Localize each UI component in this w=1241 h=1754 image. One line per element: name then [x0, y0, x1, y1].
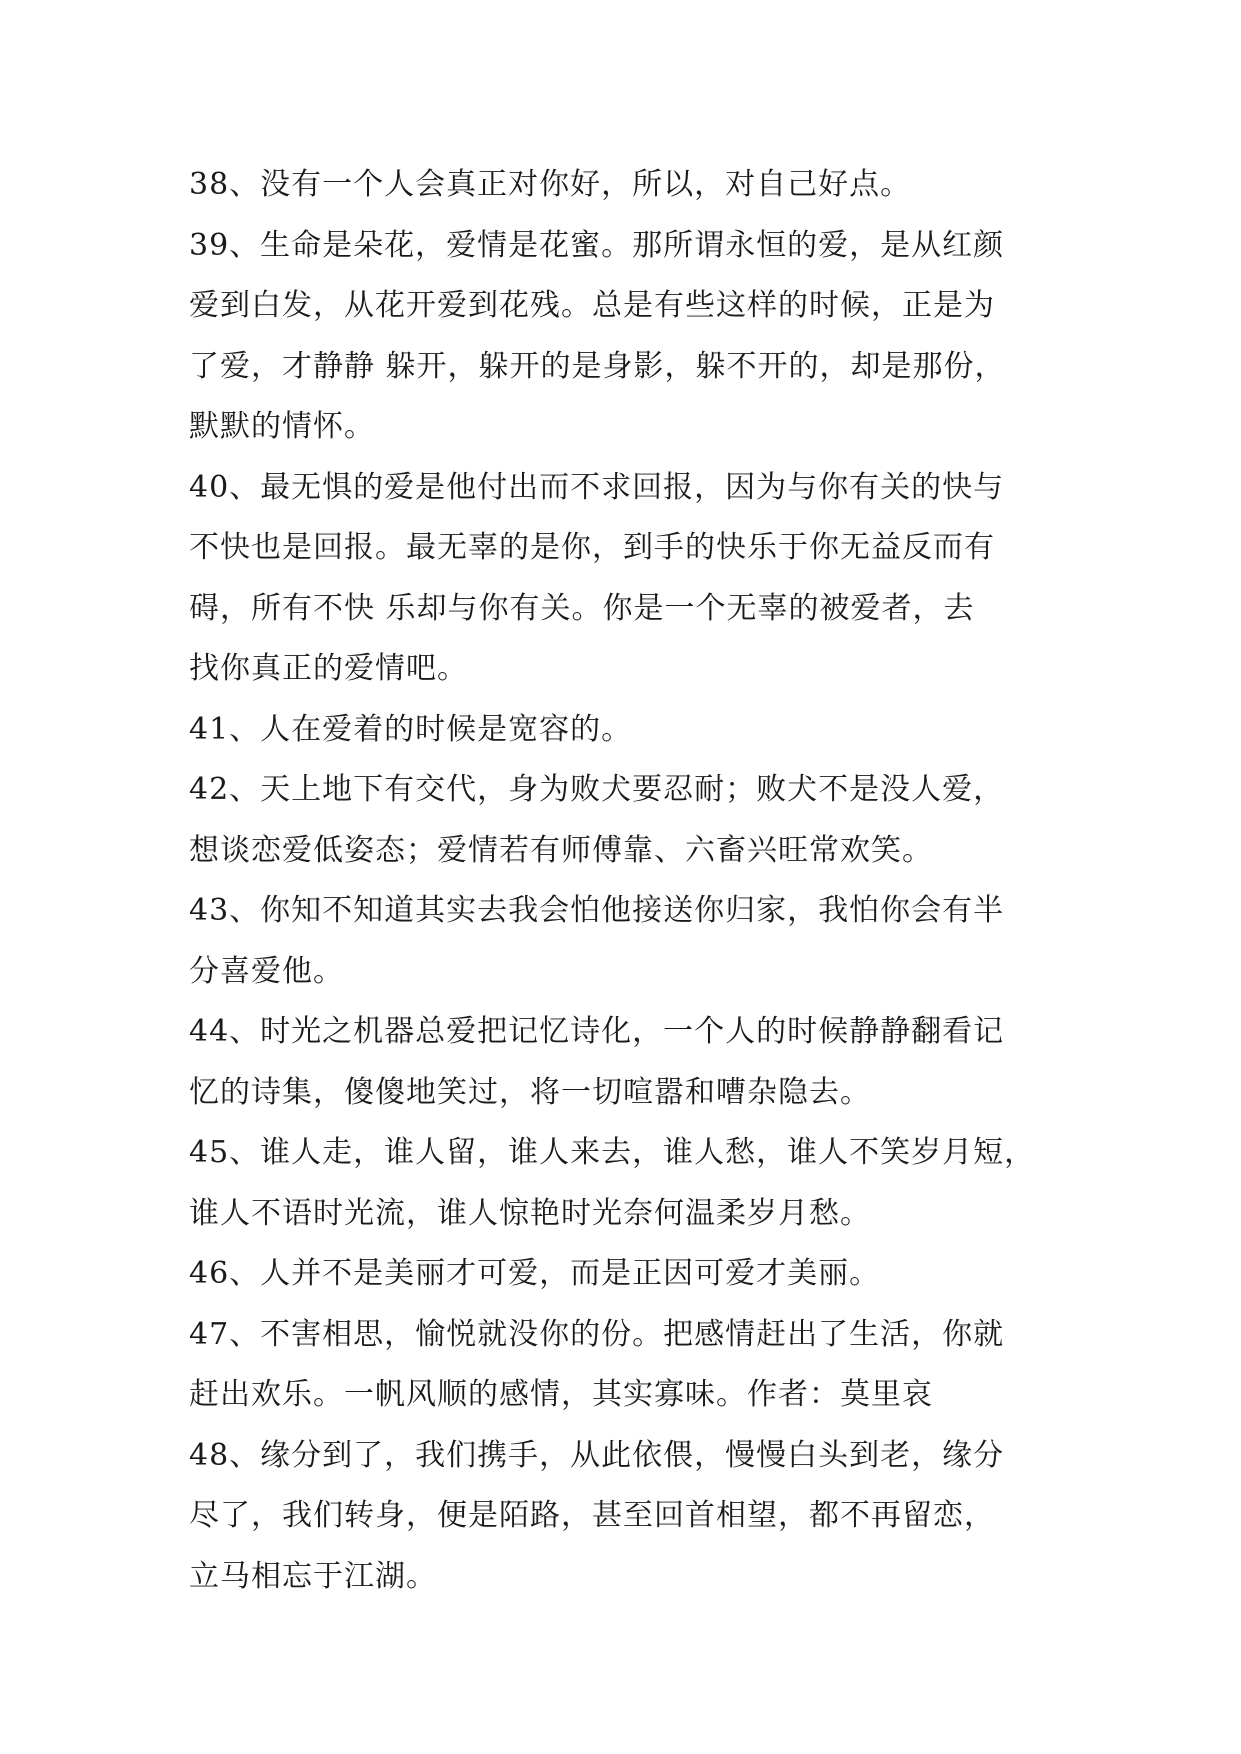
text-line: 分喜爱他。 — [189, 953, 344, 989]
text-line: 忆的诗集，傻傻地笑过，将一切喧嚣和嘈杂隐去。 — [189, 1074, 871, 1110]
text-line: 赶出欢乐。一帆风顺的感情，其实寡味。作者：莫里哀 — [189, 1377, 933, 1412]
text-line: 立马相忘于江湖。 — [189, 1558, 437, 1594]
text-line: 碍，所有不快 乐却与你有关。你是一个无辜的被爱者，去 — [189, 590, 975, 626]
text-line: 想谈恋爱低姿态；爱情若有师傅靠、六畜兴旺常欢笑。 — [189, 832, 933, 868]
text-line: 不快也是回报。最无辜的是你，到手的快乐于你无益反而有 — [189, 530, 995, 565]
text-line: 了爱，才静静 躲开，躲开的是身影，躲不开的，却是那份， — [189, 348, 1006, 384]
text-line: 默默的情怀。 — [189, 409, 375, 444]
text-line: 38、没有一个人会真正对你好，所以，对自己好点。 — [189, 167, 912, 202]
text-line: 43、你知不知道其实去我会怕他接送你归家，我怕你会有半 — [189, 893, 1005, 928]
text-line: 48、缘分到了，我们携手，从此依偎，慢慢白头到老，缘分 — [189, 1437, 1005, 1473]
text-line: 39、生命是朵花，爱情是花蜜。那所谓永恒的爱，是从红颜 — [189, 227, 1005, 263]
text-line: 谁人不语时光流，谁人惊艳时光奈何温柔岁月愁。 — [189, 1195, 871, 1231]
text-line: 尽了，我们转身，便是陌路，甚至回首相望，都不再留恋， — [189, 1498, 995, 1533]
quote-list — [189, 155, 1069, 1607]
text-line: 46、人并不是美丽才可爱，而是正因可爱才美丽。 — [189, 1256, 881, 1291]
text-line: 41、人在爱着的时候是宽容的。 — [189, 711, 633, 747]
text-line: 44、时光之机器总爱把记忆诗化，一个人的时候静静翻看记 — [189, 1014, 1005, 1049]
text-line: 45、谁人走，谁人留，谁人来去，谁人愁，谁人不笑岁月短， — [189, 1135, 1036, 1170]
text-line: 42、天上地下有交代，身为败犬要忍耐；败犬不是没人爱， — [189, 772, 1005, 807]
text-line: 爱到白发，从花开爱到花残。总是有些这样的时候，正是为 — [189, 288, 995, 323]
text-line: 47、不害相思，愉悦就没你的份。把感情赶出了生活，你就 — [189, 1316, 1005, 1352]
text-line: 40、最无惧的爱是他付出而不求回报，因为与你有关的快与 — [189, 469, 1005, 505]
text-line: 找你真正的爱情吧。 — [189, 651, 468, 686]
